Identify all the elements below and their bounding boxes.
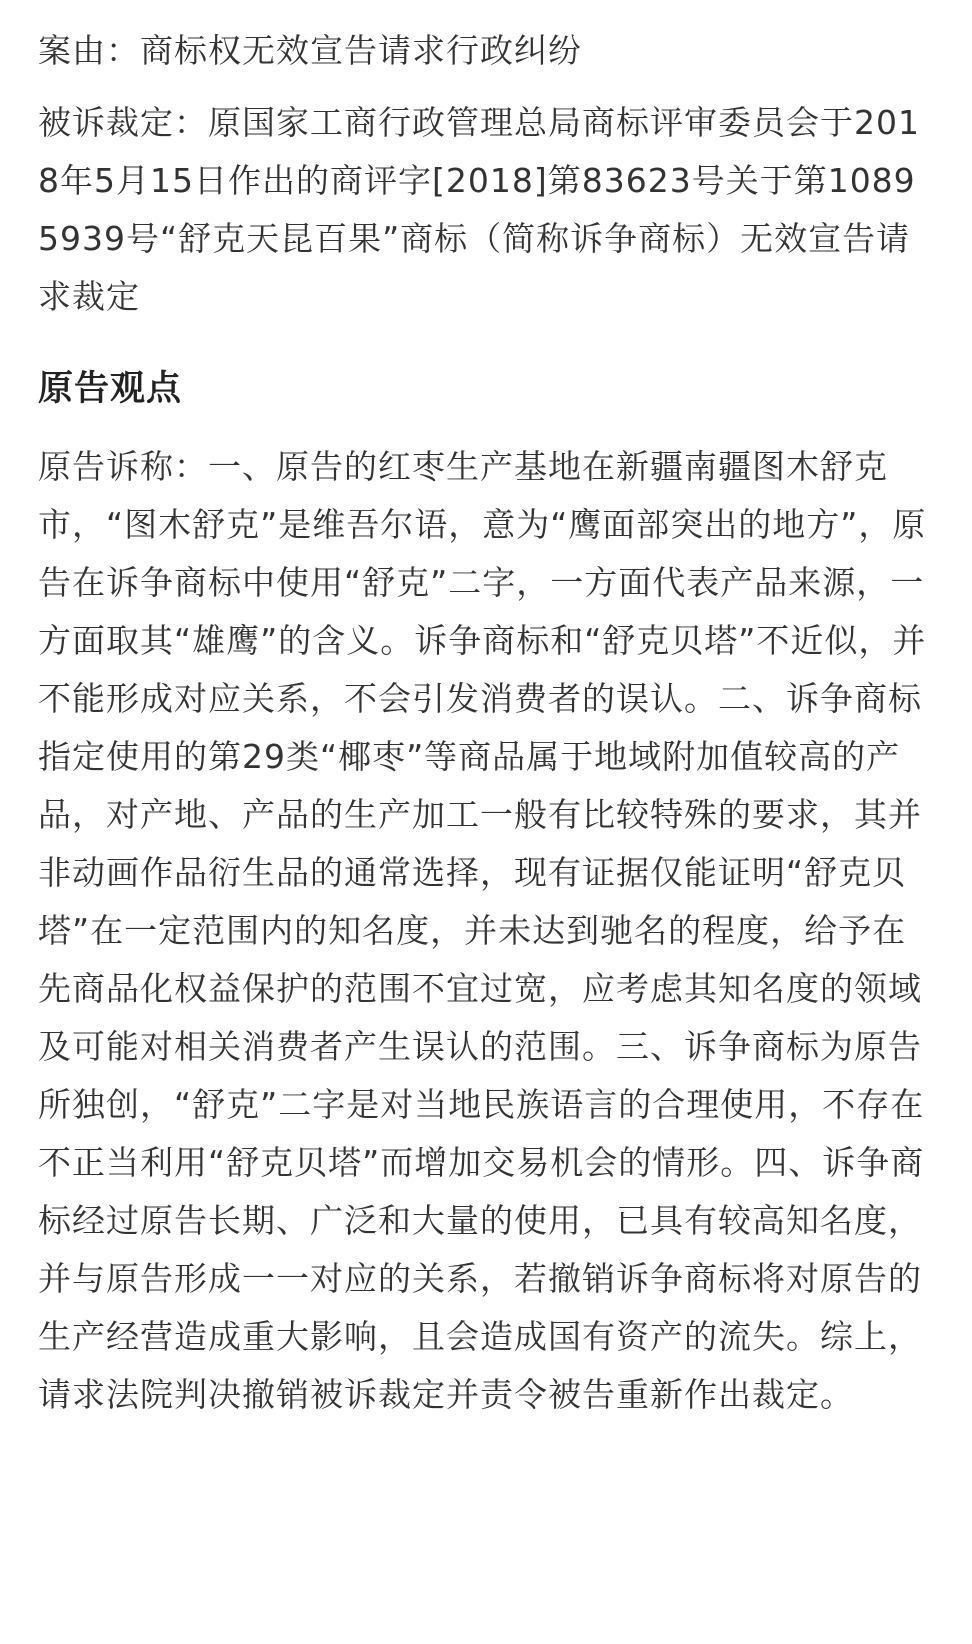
- case-cause-paragraph: 案由：商标权无效宣告请求行政纠纷: [38, 31, 582, 70]
- challenged-ruling-paragraph: 被诉裁定：原国家工商行政管理总局商标评审委员会于2018年5月15日作出的商评字[2018]第83623号关于第10895939号“舒克天昆百果”商标（简称诉争商标）无效宣告请求裁定: [38, 103, 920, 316]
- plaintiff-claim-paragraph: 原告诉称：一、原告的红枣生产基地在新疆南疆图木舒克市，“图木舒克”是维吾尔语，意为“鹰面部突出的地方”，原告在诉争商标中使用“舒克”二字，一方面代表产品来源，一方面取其“雄鹰”的含义。诉争商标和“舒克贝塔”不近似，并不能形成对应关系，不会引发消费者的误认。二、诉争商标指定使用的第29类“椰枣”等商品属于地域附加值较高的产品，对产地、产品的生产加工一般有比较特殊的要求，其并非动画作品衍生品的通常选择，现有证据仅能证明“舒克贝塔”在一定范围内的知名度，并未达到驰名的程度，给予在先商品化权益保护的范围不宜过宽，应考虑其知名度的领域及可能对相关消费者产生误认的范围。三、诉争商标为原告所独创，“舒克”二字是对当地民族语言的合理使用，不存在不正当利用“舒克贝塔”而增加交易机会的情形。四、诉争商标经过原告长期、广泛和大量的使用，已具有较高知名度，并与原告形成一一对应的关系，若撤销诉争商标将对原告的生产经营造成重大影响，且会造成国有资产的流失。综上，请求法院判决撤销被诉裁定并责令被告重新作出裁定。: [38, 447, 927, 1414]
- section-heading: 原告观点: [38, 369, 183, 409]
